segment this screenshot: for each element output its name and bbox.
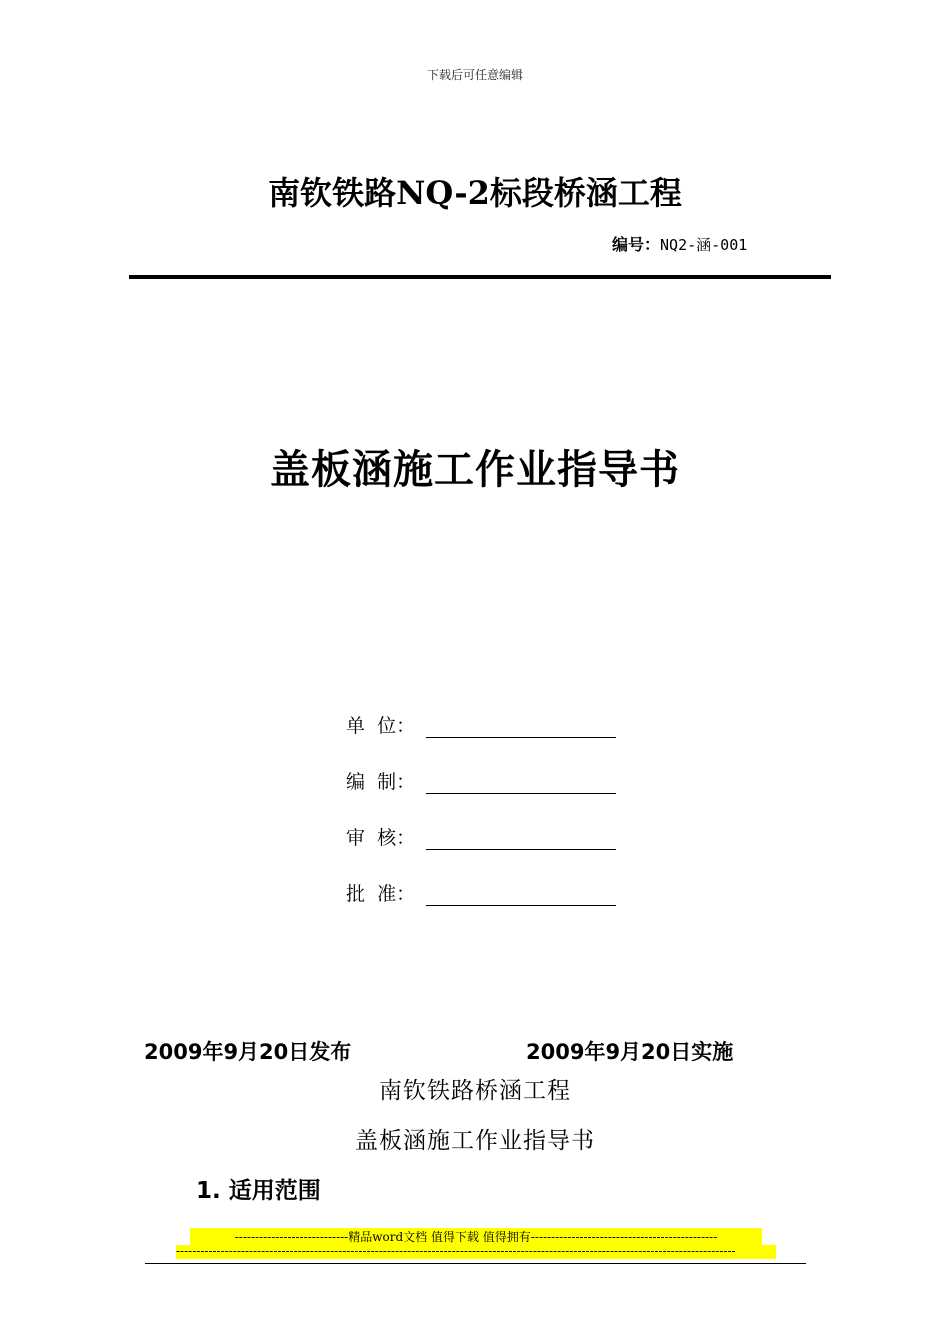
sign-blank-compiler[interactable] [426,771,616,794]
header-divider [129,275,831,279]
subtitle-document: 盖板涵施工作业指导书 [355,1128,595,1154]
promo-banner-line1: ----------------------------精品word文档 值得下载 值得拥有---------------------------------------------- [190,1228,762,1246]
sign-row-reviewer [346,820,616,850]
sign-row-compiler [346,764,616,794]
document-code-label: 编号： [612,235,661,254]
document-code [612,232,747,255]
section-heading: 1. 适用范围 [196,1178,321,1204]
sign-label-compiler: 编 制： [346,771,416,793]
sign-row-approver [346,876,616,906]
publish-date: 2009年9月20日发布 [144,1040,352,1064]
sign-blank-reviewer[interactable] [426,827,616,850]
project-title: 南钦铁路NQ-2标段桥涵工程 [268,174,682,212]
header-note: 下载后可任意编辑 [426,68,523,82]
footer-divider [145,1263,806,1264]
sign-label-reviewer: 审 核： [346,827,416,849]
document-code-value: NQ2-涵-001 [660,236,748,254]
main-title: 盖板涵施工作业指导书 [270,447,680,493]
subtitle-project: 南钦铁路桥涵工程 [379,1078,571,1104]
sign-row-unit [346,708,616,738]
sign-blank-unit[interactable] [426,715,616,738]
sign-label-unit: 单 位： [346,715,416,737]
implement-date: 2009年9月20日实施 [526,1040,734,1064]
sign-label-approver: 批 准： [346,883,416,905]
promo-banner-line2: ------------------------------------------------------------------------------------------------------------------------------------------ [176,1245,776,1259]
sign-blank-approver[interactable] [426,883,616,906]
